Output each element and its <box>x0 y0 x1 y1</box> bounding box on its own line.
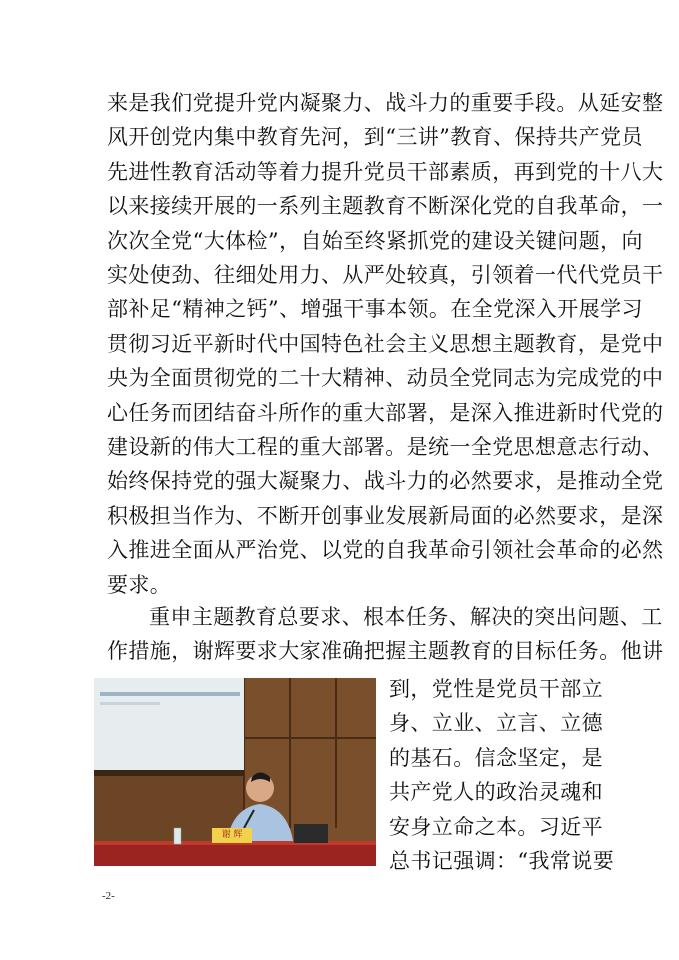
text-line: 心任务而团结奋斗所作的重大部署，是深入推进新时代党的 <box>107 400 664 425</box>
text-line: 入推进全面从严治党、以党的自我革命引领社会革命的必然 <box>107 538 664 563</box>
speaker-photo <box>94 678 376 866</box>
text-line: 到，党性是党员干部立 <box>389 677 603 701</box>
text-line: 总书记强调：“我常说要 <box>389 849 615 874</box>
paragraph-2 <box>107 600 664 669</box>
text-line: 贯彻习近平新时代中国特色社会主义思想主题教育，是党中 <box>107 331 664 356</box>
text-line: 央为全面贯彻党的二十大精神、动员全党同志为完成党的中 <box>107 366 664 391</box>
text-line: 共产党人的政治灵魂和 <box>389 780 603 805</box>
text-line: 先进性教育活动等着力提升党员干部素质，再到党的十八大 <box>107 159 664 184</box>
text-line: 积极担当作为、不断开创事业发展新局面的必然要求，是深 <box>107 503 664 528</box>
text-line: 的基石。信念坚定，是 <box>389 745 603 770</box>
text-line: 建设新的伟大工程的重大部署。是统一全党思想意志行动、 <box>107 435 664 460</box>
text-line: 身、立业、立言、立德 <box>389 711 603 736</box>
text-line: 实处使劲、往细处用力、从严处较真，引领着一代代党员干 <box>107 263 664 288</box>
text-line: 风开创党内集中教育先河，到“三讲”教育、保持共产党员 <box>107 125 643 150</box>
text-line: 安身立命之本。习近平 <box>389 814 603 839</box>
text-line: 作措施，谢辉要求大家准确把握主题教育的目标任务。他讲 <box>107 639 664 664</box>
paragraph-1 <box>107 86 664 602</box>
text-line: 次次全党“大体检”，自始至终紧抓党的建设关键问题，向 <box>107 228 643 253</box>
text-line: 来是我们党提升党内凝聚力、战斗力的重要手段。从延安整 <box>107 91 664 115</box>
page-number: -2- <box>102 890 115 902</box>
text-line: 以来接续开展的一系列主题教育不断深化党的自我革命，一 <box>107 194 664 219</box>
text-line: 部补足“精神之钙”、增强干事本领。在全党深入开展学习 <box>107 297 643 322</box>
text-line: 始终保持党的强大凝聚力、战斗力的必然要求，是推动全党 <box>107 469 664 494</box>
nameplate-text: 谢 辉 <box>221 830 243 840</box>
wrapped-text <box>389 672 615 878</box>
text-line: 重申主题教育总要求、根本任务、解决的突出问题、工 <box>149 605 663 629</box>
text-line: 要求。 <box>107 572 172 597</box>
